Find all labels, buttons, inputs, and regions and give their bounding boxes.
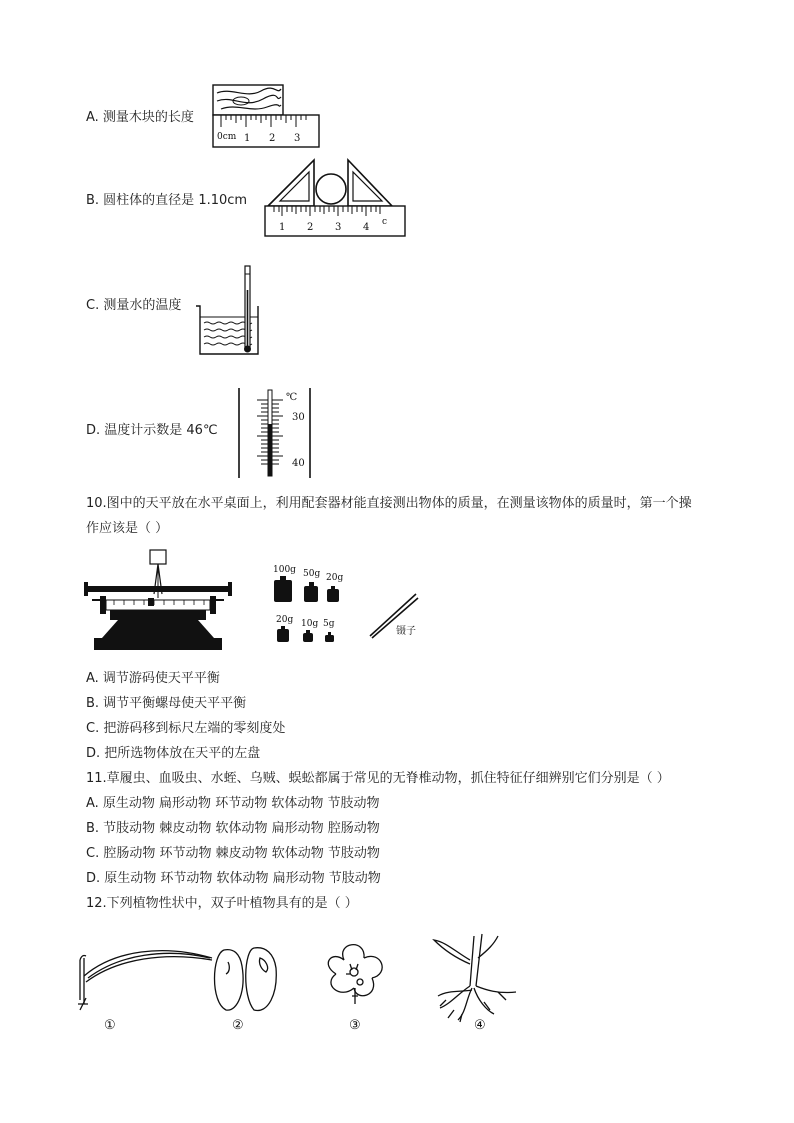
weight-100g (274, 576, 292, 602)
seedling-roots-figure (434, 934, 516, 1022)
q11-option-a: A. 原生动物 扁形动物 环节动物 软体动物 节肢动物 (86, 796, 380, 811)
q11-option-c: C. 腔肠动物 环节动物 棘皮动物 软体动物 节肢动物 (86, 846, 380, 861)
q11-stem: 11.草履虫、血吸虫、水蛭、乌贼、蜈蚣都属于常见的无脊椎动物，抓住特征仔细辨别它们分别是（ ） (86, 771, 670, 786)
weight-50g (304, 582, 318, 602)
figure-triangle-rulers-cylinder (262, 158, 408, 244)
figure-label: ② (232, 1018, 244, 1033)
q10-stem-line2: 作应该是（ ） (86, 521, 169, 536)
q11-option-d: D. 原生动物 环节动物 软体动物 扁形动物 节肢动物 (86, 871, 381, 886)
figure-thermometer-scale (236, 386, 316, 484)
q10-option-a: A. 调节游码使天平平衡 (86, 671, 220, 686)
q11-option-b: B. 节肢动物 棘皮动物 软体动物 扁形动物 腔肠动物 (86, 821, 380, 836)
fig-b-tick-label: 2 (307, 222, 314, 233)
figure-label: ③ (349, 1018, 361, 1033)
q12-stem: 12.下列植物性状中，双子叶植物具有的是（ ） (86, 896, 358, 911)
fig-b-tick-label: 4 (363, 222, 370, 233)
figure-thermometer-in-beaker (192, 262, 264, 362)
q10-option-b: B. 调节平衡螺母使天平平衡 (86, 696, 247, 711)
weight-label: 5g (323, 619, 335, 629)
weight-20g (327, 586, 339, 602)
balance-scale-figure (84, 550, 232, 650)
figure-label: ④ (474, 1018, 486, 1033)
q10-stem-line1: 10.图中的天平放在水平桌面上，利用配套器材能直接测出物体的质量，在测量该物体的质量时，第一个操 (86, 496, 692, 511)
figure-plant-traits (74, 930, 534, 1042)
parallel-vein-leaf-figure (78, 951, 212, 1010)
weight-20g (277, 626, 289, 642)
fig-b-tick-label: 1 (279, 222, 286, 233)
q9-option-d: D. 温度计示数是 46℃ (86, 423, 218, 438)
dicot-seed-figure (215, 948, 277, 1011)
q9-option-c: C. 测量水的温度 (86, 298, 182, 313)
weight-5g (325, 632, 334, 642)
q9-option-a: A. 测量木块的长度 (86, 110, 194, 125)
fig-a-tick-label: 3 (294, 133, 301, 144)
figure-ruler-wood-block (211, 83, 323, 155)
figure-label: ① (104, 1018, 116, 1033)
fig-a-tick-label: 1 (244, 133, 251, 144)
weight-10g (303, 630, 313, 642)
fig-d-unit-label: ℃ (286, 392, 298, 403)
fig-a-unit-label: 0cm (217, 132, 237, 142)
fig-b-unit-label: c (382, 217, 388, 227)
weight-label: 100g (273, 565, 296, 575)
figure-balance-and-weights (80, 546, 430, 660)
fig-a-tick-label: 2 (269, 133, 276, 144)
weight-label: 50g (303, 569, 321, 579)
q10-option-c: C. 把游码移到标尺左端的零刻度处 (86, 721, 286, 736)
weight-label: 10g (301, 619, 319, 629)
tweezers-label: 镊子 (396, 626, 416, 637)
flower-figure (328, 945, 382, 1004)
q9-option-b: B. 圆柱体的直径是 1.10cm (86, 193, 248, 208)
weight-label: 20g (326, 573, 344, 583)
fig-b-tick-label: 3 (335, 222, 342, 233)
weight-label: 20g (276, 615, 294, 625)
fig-d-tick-label: 30 (292, 412, 305, 423)
q10-option-d: D. 把所选物体放在天平的左盘 (86, 746, 261, 761)
fig-d-tick-label: 40 (292, 458, 305, 469)
